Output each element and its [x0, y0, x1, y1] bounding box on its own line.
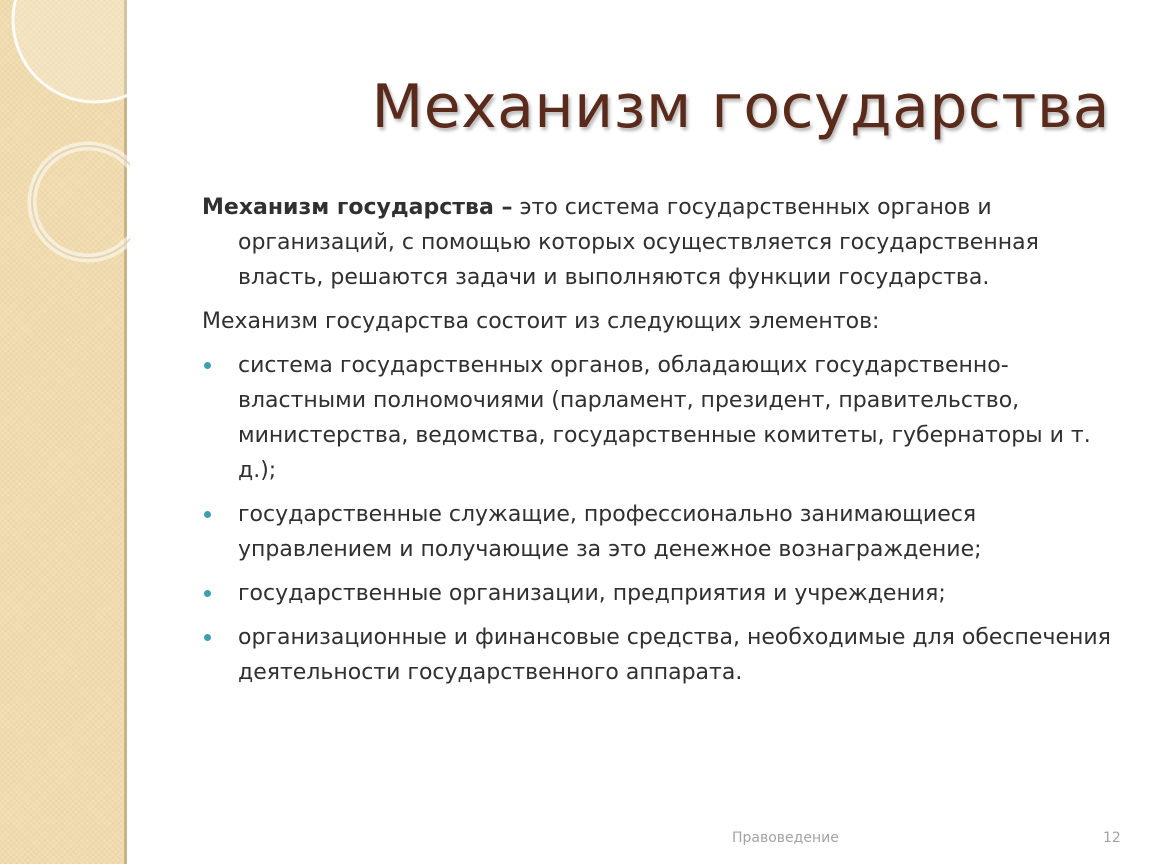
decorative-circles: [0, 0, 130, 300]
slide-body: [202, 190, 1117, 699]
list-item: государственные служащие, профессионально занимающиеся управлением и получающие за это денежное вознаграждение;: [202, 497, 1117, 567]
intro-paragraph: Механизм государства состоит из следующих элементов:: [202, 309, 880, 334]
elements-list: [202, 348, 1117, 690]
footer-subject: Правоведение: [732, 830, 839, 846]
list-item: система государственных органов, обладающих государственно-властными полномочиями (парламент, президент, правительство, министерства, ведомства, государственные комитеты, губернаторы и т. д.);: [202, 348, 1117, 488]
definition-paragraph: [202, 190, 1117, 295]
definition-term: Механизм государства –: [202, 195, 513, 220]
definition-text: это система государственных органов и организаций, с помощью которых осуществляется государственная власть, решаются задачи и выполняются функции государства.: [238, 195, 1039, 290]
slide-title: Механизм государства: [371, 72, 1110, 142]
list-item: организационные и финансовые средства, необходимые для обеспечения деятельности государственного аппарата.: [202, 620, 1117, 690]
list-item: государственные организации, предприятия и учреждения;: [202, 576, 1117, 611]
page-number: 12: [1103, 830, 1121, 846]
